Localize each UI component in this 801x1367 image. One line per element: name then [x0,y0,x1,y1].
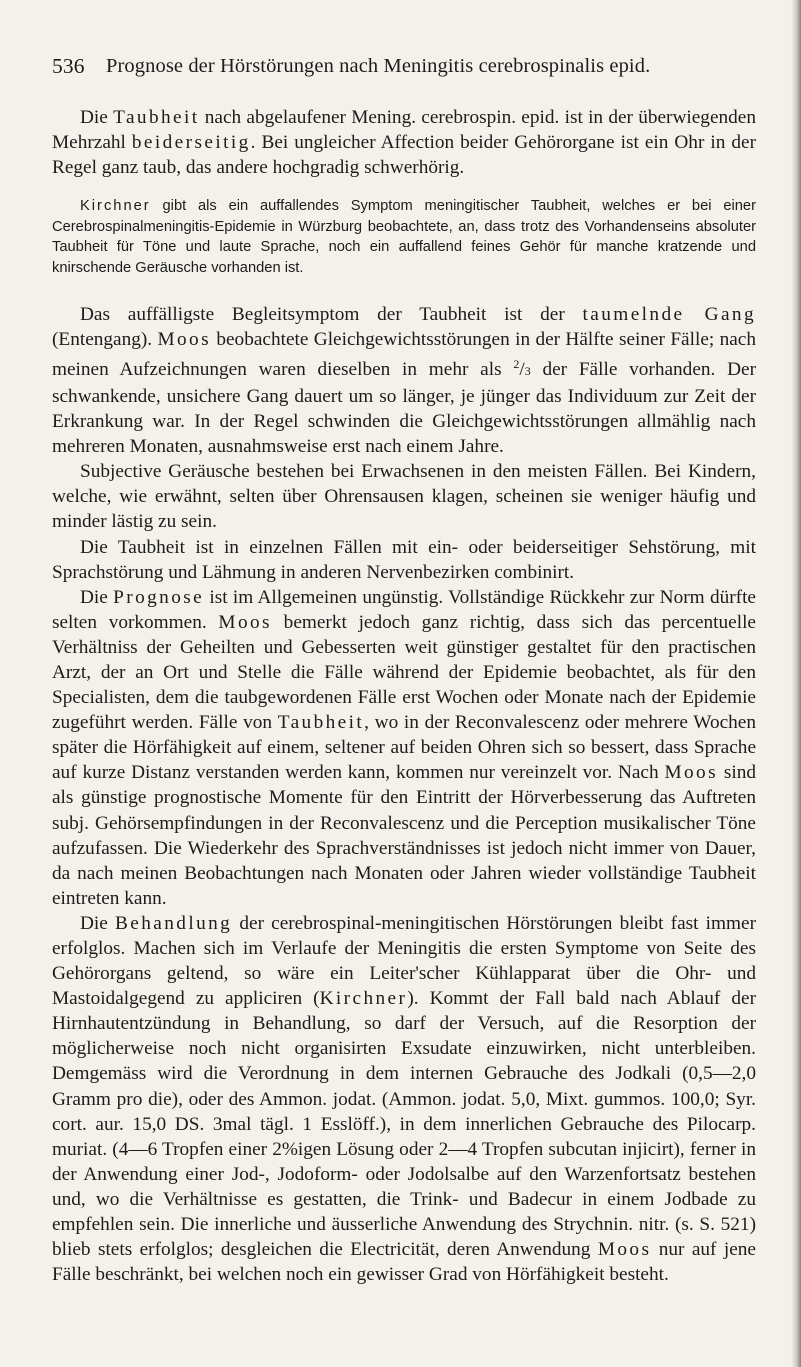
paragraph-kirchner-note [52,196,756,278]
text-run: bemerkt jedoch ganz richtig, dass sich das percentuelle Verhältniss der Geheilten und Gebesserten weit günstiger gestaltet für den practischen Arzt, der an Ort und Stelle die Fälle während der Epidemie beobachtet, als für den Specialisten, dem die taubgewordenen Fälle erst Wochen oder Monate nach der Epidemie zugeführt werden. Fälle von [52,611,756,734]
text-run: sind als günstige prognostische Momente für den Eintritt der Hörverbesserung das Auftreten subj. Gehörsempfindungen in der Reconvalescenz und die Perception musikalischer Töne aufzufassen. Die Wiederkehr des Sprachverständnisses ist jedoch nicht immer von Dauer, da nach meinen Beobachtungen nach Monaten oder Jahren wieder vollständige Taubheit eintreten kann. [52,762,756,909]
spaced-name-kirchner: Kirchner [319,988,408,1010]
text-run: ist im Allgemeinen ungünstig. Vollständige Rückkehr zur Norm dürfte selten vorkommen. [52,586,756,633]
text-run: nur auf jene Fälle beschränkt, bei welchen noch ein gewisser Grad von Hörfähigkeit besteht. [52,1239,756,1286]
text-run: Die [80,586,114,608]
text-run: gibt als ein auffallendes Symptom meningitischer Taubheit, welches er bei einer Cerebrospinalmeningitis-Epidemie in Würzburg beobachtete, an, dass trotz des Vorhandenseins absoluter Taubheit für Töne und laute Sprache, noch ein auffallend feines Gehör für manche kratzende und knirschende Geräusche vorhanden ist. [52,198,756,277]
text-run: Das auffälligste Begleitsymptom der Taubheit ist der [80,303,583,325]
page-edge-shadow [791,0,801,1367]
spaced-name-moos: Moos [597,1239,652,1261]
text-run: nach abgelaufener Mening. cerebrospin. epid. ist in der überwiegenden Mehrzahl [52,107,756,154]
small-print-note [52,196,756,278]
spaced-term-behandlung: Behandlung [115,912,233,934]
text-run: ). Kommt der Fall bald nach Ablauf der Hirnhautentzündung in Behandlung, so darf der Versuch, auf die Resorption der möglicherweise noch nicht organisirten Exsudate einzuwirken, nicht unterbleiben. Demgemäss wird die Verordnung in dem internen Gebrauche des Jodkali (0,5—2,0 Gramm pro die), oder des Ammon. jodat. (Ammon. jodat. 5,0, Mixt. gummos. 100,0; Syr. cort. aur. 15,0 DS. 3mal tägl. 1 Esslöff.), in dem innerlichen Gebrauche des Pilocarp. muriat. (4—6 Tropfen einer 2%igen Lösung oder 2—4 Tropfen subcutan injicirt), ferner in der Anwendung einer Jod-, Jodoform- oder Jodolsalbe auf den Warzenfortsatz bestehen und, wo die Verhältnisse es gestatten, die Trink- und Badecur in einem Jodbade zu empfehlen sein. Die innerliche und äusserliche Anwendung des Strychnin. nitr. (s. S. 521) blieb stets erfolglos; desgleichen die Electricität, deren Anwendung [52,988,756,1261]
book-page [52,48,756,1287]
spaced-term-taubheit: Taubheit [113,107,200,128]
fraction-denominator: 3 [524,363,531,378]
spaced-term-prognose: Prognose [113,586,205,608]
running-head [52,48,756,84]
spaced-name-moos: Moos [664,762,718,784]
paragraph-taubheit [52,105,756,180]
paragraph-prognose [52,585,756,911]
fraction-numerator: 2 [513,356,520,371]
spaced-name-moos: Moos [157,328,211,350]
text-run: der Fälle vorhanden. Der schwankende, unsichere Gang dauert um so länger, je jünger das Individuum zur Zeit der Erkrankung war. In der Regel schwinden die Gleichgewichtsstörungen allmählig nach mehreren Monaten, ausnahmsweise erst nach einem Jahre. [52,358,756,458]
spaced-name-kirchner: Kirchner [80,198,151,215]
paragraph-behandlung [52,911,756,1287]
spaced-name-moos: Moos [218,611,272,633]
text-run: Die [80,912,116,934]
text-run: , wo in der Reconvalescenz oder mehrere Wochen später die Hörfähigkeit auf einem, seltener auf beiden Ohren sich so bessert, dass Sprache auf kurze Distanz verstanden werden kann, kommen nur vereinzelt vor. Nach [52,712,756,784]
paragraph-sehstoerung: Die Taubheit ist in einzelnen Fällen mit ein- oder beiderseitiger Sehstörung, mit Sprachstörung und Lähmung in anderen Nervenbezirken combinirt. [52,536,756,583]
text-run: . Bei ungleicher Affection beider Gehörorgane ist ein Ohr in der Regel ganz taub, das andere hochgradig schwerhörig. [52,132,756,179]
spaced-term-taumelnde-gang: taumelnde Gang [582,303,756,325]
spaced-term-beiderseitig: beiderseitig [131,132,251,154]
running-title: Prognose der Hörstörungen nach Meningitis cerebrospinalis epid. [106,55,651,77]
page-number: 536 [52,54,85,78]
text-run: (Entengang). [52,328,158,350]
body-text [52,105,756,1287]
text-run: der cerebrospinal-meningitischen Hörstörungen bleibt fast immer erfolglos. Machen sich im Verlaufe der Meningitis die ersten Symptome von Seite des Gehörorgans geltend, so wäre ein Leiter'scher Kühlapparat über die Ohr- und Mastoidalgegend zu appliciren ( [52,912,756,1010]
paragraph-subjective-geraeusche: Subjective Geräusche bestehen bei Erwachsenen in den meisten Fällen. Bei Kindern, welche, wie erwähnt, selten über Ohrensausen klagen, scheinen sie weniger häufig und minder lästig zu sein. [52,461,756,533]
text-run: Die [80,107,114,128]
paragraph-begleitsymptom: Das auffälligste Begleitsymptom der Taubheit ist der taumelnde Gang (Entengang). Moos beobachtete Gleichgewichtsstörungen in der Hälfte seiner Fälle; nach meinen Aufzeichnungen waren dieselben in mehr als $^2$/3 der Fälle vorhanden. Der schwankende, unsichere Gang dauert um so länger, je jünger das Individuum zur Zeit der Erkrankung war. In der Regel schwinden die Gleichgewichtsstörungen allmählig nach mehreren Monaten, ausnahmsweise erst nach einem Jahre. [52,303,756,458]
text-run: beobachtete Gleichgewichtsstörungen in der Hälfte seiner Fälle; nach meinen Aufzeichnungen waren dieselben in mehr als [52,328,756,380]
spaced-term-taubheit: Taubheit [277,712,365,734]
